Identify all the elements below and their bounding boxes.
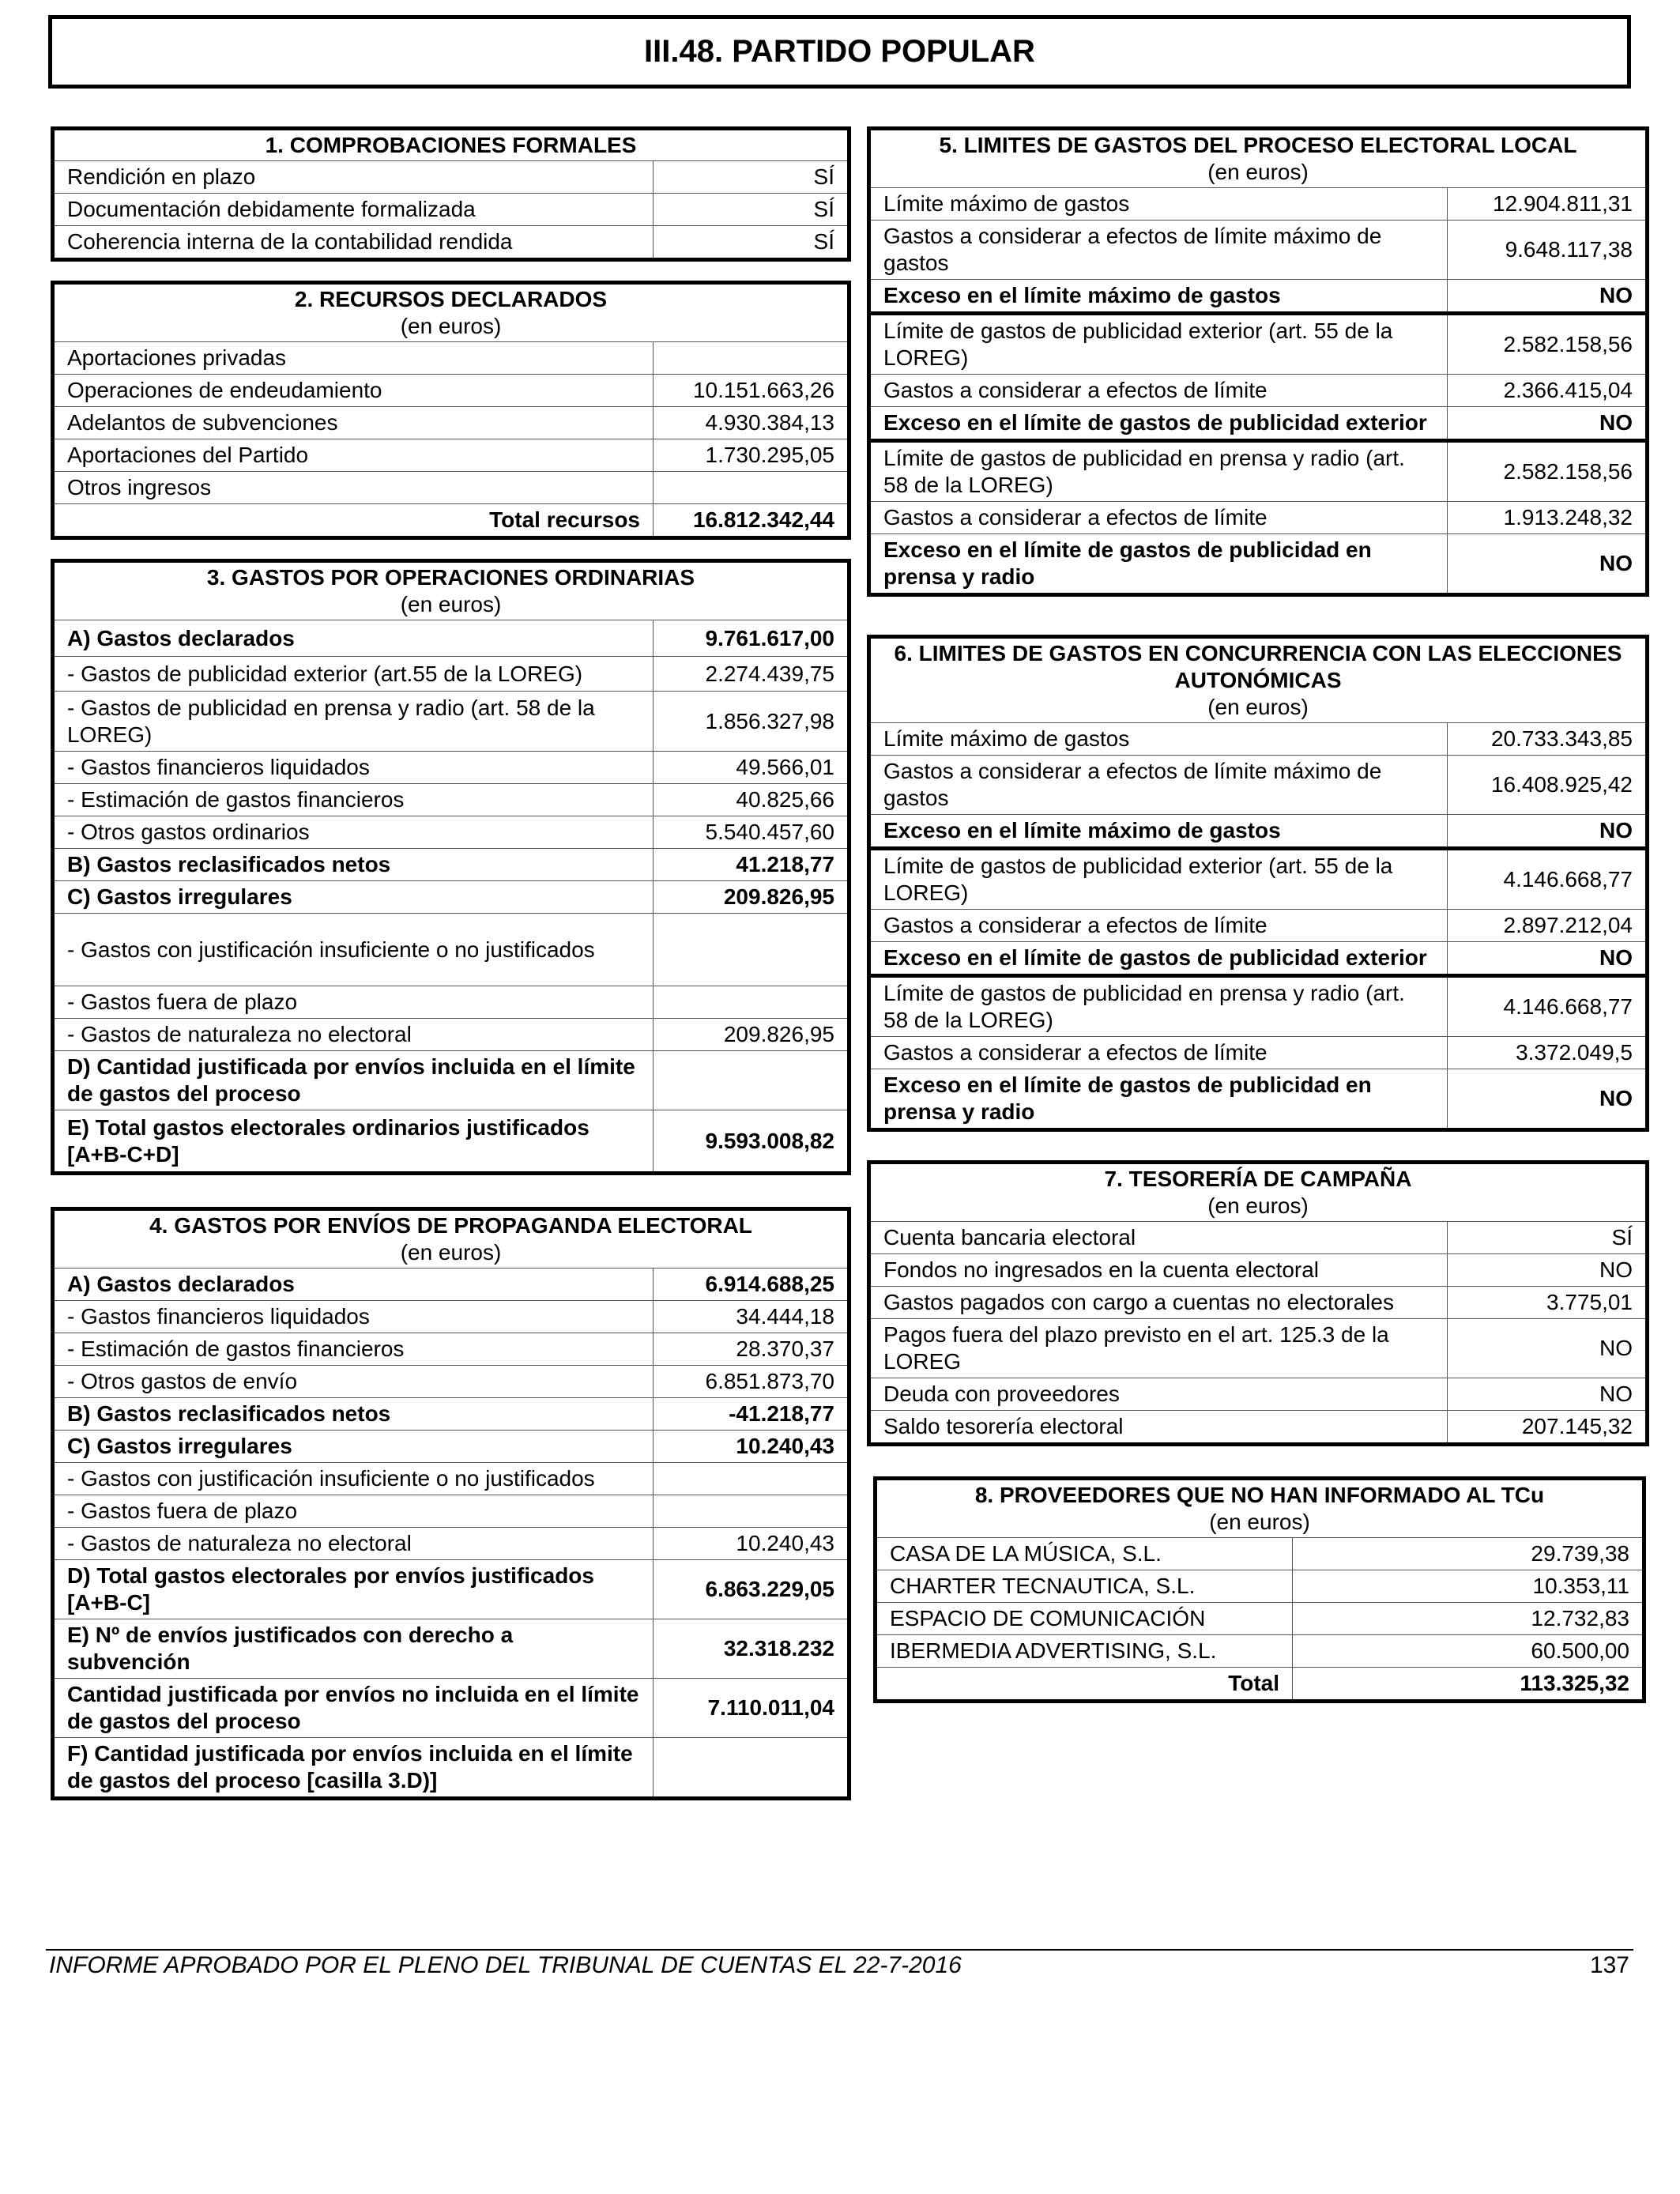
section-header bbox=[869, 1163, 1648, 1222]
section-subtitle: (en euros) bbox=[400, 314, 502, 338]
row-label: ESPACIO DE COMUNICACIÓN bbox=[876, 1603, 1293, 1635]
row-label: Exceso en el límite máximo de gastos bbox=[869, 815, 1448, 849]
declared-resources-table bbox=[51, 281, 851, 540]
row-value: 4.930.384,13 bbox=[654, 407, 849, 439]
section-title: 4. GASTOS POR ENVÍOS DE PROPAGANDA ELECTORAL bbox=[149, 1213, 752, 1238]
section-title: 5. LIMITES DE GASTOS DEL PROCESO ELECTORAL LOCAL bbox=[939, 133, 1577, 157]
row-value: 6.914.688,25 bbox=[654, 1269, 849, 1301]
row-value: 10.240,43 bbox=[654, 1431, 849, 1463]
section-title: 7. TESORERÍA DE CAMPAÑA bbox=[1104, 1167, 1412, 1191]
row-value: 34.444,18 bbox=[654, 1301, 849, 1333]
row-value: 10.151.663,26 bbox=[654, 375, 849, 407]
row-label: - Gastos de publicidad en prensa y radio (art. 58 de la LOREG) bbox=[53, 692, 654, 752]
table-row bbox=[869, 942, 1648, 976]
table-row bbox=[869, 815, 1648, 849]
table-row bbox=[53, 1431, 849, 1463]
row-value: 1.913.248,32 bbox=[1448, 502, 1648, 534]
row-value: NO bbox=[1448, 280, 1648, 314]
row-value: NO bbox=[1448, 1254, 1648, 1287]
row-label: Gastos pagados con cargo a cuentas no electorales bbox=[869, 1287, 1448, 1319]
table-row bbox=[53, 439, 849, 472]
section-title: 8. PROVEEDORES QUE NO HAN INFORMADO AL TCu bbox=[974, 1483, 1545, 1507]
row-value bbox=[654, 986, 849, 1019]
row-label: Cuenta bancaria electoral bbox=[869, 1222, 1448, 1254]
table-row bbox=[53, 1301, 849, 1333]
row-value bbox=[654, 1051, 849, 1110]
section-subtitle: (en euros) bbox=[1209, 1510, 1310, 1534]
row-label: - Gastos con justificación insuficiente o no justificados bbox=[53, 1463, 654, 1495]
row-value: 10.353,11 bbox=[1293, 1570, 1644, 1603]
table-row bbox=[869, 1411, 1648, 1445]
table-row bbox=[869, 280, 1648, 314]
table-row bbox=[869, 534, 1648, 595]
table-row bbox=[869, 976, 1648, 1037]
table-row bbox=[869, 723, 1648, 756]
row-label: - Gastos de naturaleza no electoral bbox=[53, 1528, 654, 1560]
table-row bbox=[53, 1528, 849, 1560]
table-row bbox=[869, 1287, 1648, 1319]
row-value: 12.904.811,31 bbox=[1448, 188, 1648, 221]
row-value: 2.582.158,56 bbox=[1448, 441, 1648, 502]
left-column bbox=[51, 126, 851, 1800]
row-label: CHARTER TECNAUTICA, S.L. bbox=[876, 1570, 1293, 1603]
row-value: NO bbox=[1448, 1319, 1648, 1378]
row-label: A) Gastos declarados bbox=[53, 1269, 654, 1301]
row-label: Exceso en el límite máximo de gastos bbox=[869, 280, 1448, 314]
row-label: Límite de gastos de publicidad en prensa y radio (art. 58 de la LOREG) bbox=[869, 441, 1448, 502]
row-value: 4.146.668,77 bbox=[1448, 849, 1648, 910]
table-row bbox=[53, 1398, 849, 1431]
table-row bbox=[876, 1538, 1644, 1570]
row-value: 60.500,00 bbox=[1293, 1635, 1644, 1668]
table-row bbox=[53, 375, 849, 407]
row-label: Cantidad justificada por envíos no incluida en el límite de gastos del proceso bbox=[53, 1679, 654, 1738]
total-row bbox=[53, 504, 849, 538]
row-label: Rendición en plazo bbox=[53, 161, 654, 194]
section-title: 2. RECURSOS DECLARADOS bbox=[294, 287, 608, 311]
row-label: Aportaciones del Partido bbox=[53, 439, 654, 472]
row-label: Límite de gastos de publicidad exterior (art. 55 de la LOREG) bbox=[869, 849, 1448, 910]
total-row bbox=[876, 1668, 1644, 1702]
row-label: - Gastos de publicidad exterior (art.55 de la LOREG) bbox=[53, 657, 654, 692]
section-header bbox=[869, 637, 1648, 723]
row-value: 209.826,95 bbox=[654, 881, 849, 914]
table-row bbox=[869, 1319, 1648, 1378]
table-row bbox=[53, 1738, 849, 1799]
row-label: Saldo tesorería electoral bbox=[869, 1411, 1448, 1445]
table-row bbox=[869, 1254, 1648, 1287]
concurrent-election-limits-table bbox=[867, 635, 1649, 1132]
row-label: Documentación debidamente formalizada bbox=[53, 194, 654, 226]
row-label: Límite máximo de gastos bbox=[869, 723, 1448, 756]
row-label: Límite máximo de gastos bbox=[869, 188, 1448, 221]
row-label: C) Gastos irregulares bbox=[53, 881, 654, 914]
table-row bbox=[869, 1037, 1648, 1069]
row-value: NO bbox=[1448, 407, 1648, 441]
row-label: Pagos fuera del plazo previsto en el art. 125.3 de la LOREG bbox=[869, 1319, 1448, 1378]
table-row bbox=[53, 914, 849, 986]
row-label: - Gastos con justificación insuficiente o no justificados bbox=[53, 914, 654, 986]
table-row bbox=[869, 502, 1648, 534]
total-label: Total bbox=[876, 1668, 1293, 1702]
row-value: 7.110.011,04 bbox=[654, 1679, 849, 1738]
row-label: E) Nº de envíos justificados con derecho a subvención bbox=[53, 1619, 654, 1679]
row-label: - Otros gastos de envío bbox=[53, 1366, 654, 1398]
table-row bbox=[869, 221, 1648, 280]
row-label: Exceso en el límite de gastos de publicidad exterior bbox=[869, 407, 1448, 441]
page-number: 137 bbox=[1589, 1952, 1629, 1978]
propaganda-mailing-expenses-table bbox=[51, 1207, 851, 1800]
total-label: Total recursos bbox=[53, 504, 654, 538]
table-row bbox=[876, 1570, 1644, 1603]
table-row bbox=[53, 194, 849, 226]
table-row bbox=[869, 1222, 1648, 1254]
section-title: 6. LIMITES DE GASTOS EN CONCURRENCIA CON LAS ELECCIONES AUTONÓMICAS bbox=[894, 641, 1622, 692]
section-title: 3. GASTOS POR OPERACIONES ORDINARIAS bbox=[206, 565, 695, 590]
row-value: 1.730.295,05 bbox=[654, 439, 849, 472]
row-value bbox=[654, 1738, 849, 1799]
section-header bbox=[53, 1209, 849, 1269]
formal-checks-table bbox=[51, 126, 851, 262]
row-value: 5.540.457,60 bbox=[654, 816, 849, 849]
row-value: SÍ bbox=[654, 226, 849, 260]
row-value: 28.370,37 bbox=[654, 1333, 849, 1366]
row-value bbox=[654, 914, 849, 986]
section-title: 1. COMPROBACIONES FORMALES bbox=[265, 133, 637, 157]
row-value bbox=[654, 472, 849, 504]
table-row bbox=[53, 226, 849, 260]
table-row bbox=[869, 910, 1648, 942]
row-value: 3.775,01 bbox=[1448, 1287, 1648, 1319]
row-value: SÍ bbox=[654, 161, 849, 194]
row-label: IBERMEDIA ADVERTISING, S.L. bbox=[876, 1635, 1293, 1668]
table-row bbox=[869, 849, 1648, 910]
row-value bbox=[654, 1495, 849, 1528]
row-value: NO bbox=[1448, 815, 1648, 849]
row-value bbox=[654, 342, 849, 375]
table-row bbox=[876, 1635, 1644, 1668]
row-value: 6.851.873,70 bbox=[654, 1366, 849, 1398]
row-label: CASA DE LA MÚSICA, S.L. bbox=[876, 1538, 1293, 1570]
row-label: Aportaciones privadas bbox=[53, 342, 654, 375]
row-value: 9.648.117,38 bbox=[1448, 221, 1648, 280]
row-label: Exceso en el límite de gastos de publicidad exterior bbox=[869, 942, 1448, 976]
table-row bbox=[53, 881, 849, 914]
section-header bbox=[53, 129, 849, 161]
row-value: 207.145,32 bbox=[1448, 1411, 1648, 1445]
row-value: 40.825,66 bbox=[654, 784, 849, 816]
table-row bbox=[53, 342, 849, 375]
table-row bbox=[53, 1051, 849, 1110]
row-label: D) Cantidad justificada por envíos incluida en el límite de gastos del proceso bbox=[53, 1051, 654, 1110]
row-label: - Gastos financieros liquidados bbox=[53, 752, 654, 784]
table-row bbox=[869, 314, 1648, 375]
table-row bbox=[53, 1333, 849, 1366]
row-value: -41.218,77 bbox=[654, 1398, 849, 1431]
table-row bbox=[869, 441, 1648, 502]
table-row bbox=[53, 816, 849, 849]
row-label: Límite de gastos de publicidad exterior (art. 55 de la LOREG) bbox=[869, 314, 1448, 375]
row-label: - Gastos fuera de plazo bbox=[53, 986, 654, 1019]
row-value: 10.240,43 bbox=[654, 1528, 849, 1560]
table-row bbox=[53, 784, 849, 816]
row-label: - Gastos fuera de plazo bbox=[53, 1495, 654, 1528]
table-row bbox=[53, 1366, 849, 1398]
table-row bbox=[53, 407, 849, 439]
row-value: 2.582.158,56 bbox=[1448, 314, 1648, 375]
section-subtitle: (en euros) bbox=[400, 592, 502, 616]
row-label: Gastos a considerar a efectos de límite máximo de gastos bbox=[869, 221, 1448, 280]
footer-divider bbox=[46, 1949, 1633, 1951]
table-row bbox=[869, 1378, 1648, 1411]
row-value: 12.732,83 bbox=[1293, 1603, 1644, 1635]
row-value: NO bbox=[1448, 534, 1648, 595]
section-header bbox=[53, 283, 849, 342]
page-title: III.48. PARTIDO POPULAR bbox=[48, 15, 1631, 89]
row-label: Gastos a considerar a efectos de límite bbox=[869, 375, 1448, 407]
total-value: 16.812.342,44 bbox=[654, 504, 849, 538]
table-row bbox=[53, 1495, 849, 1528]
row-label: A) Gastos declarados bbox=[53, 620, 654, 657]
table-row bbox=[53, 161, 849, 194]
row-value: 20.733.343,85 bbox=[1448, 723, 1648, 756]
row-value: 29.739,38 bbox=[1293, 1538, 1644, 1570]
row-label: Gastos a considerar a efectos de límite máximo de gastos bbox=[869, 756, 1448, 815]
row-value: 9.593.008,82 bbox=[654, 1110, 849, 1174]
row-label: Exceso en el límite de gastos de publicidad en prensa y radio bbox=[869, 1069, 1448, 1130]
row-value: 3.372.049,5 bbox=[1448, 1037, 1648, 1069]
row-value: 2.897.212,04 bbox=[1448, 910, 1648, 942]
table-row bbox=[53, 692, 849, 752]
row-label: Coherencia interna de la contabilidad rendida bbox=[53, 226, 654, 260]
table-row bbox=[53, 752, 849, 784]
local-election-limits-table bbox=[867, 126, 1649, 597]
row-label: B) Gastos reclasificados netos bbox=[53, 849, 654, 881]
table-row bbox=[876, 1603, 1644, 1635]
row-value: 4.146.668,77 bbox=[1448, 976, 1648, 1037]
unreported-suppliers-table bbox=[873, 1476, 1646, 1703]
table-row bbox=[869, 188, 1648, 221]
row-label: Otros ingresos bbox=[53, 472, 654, 504]
section-subtitle: (en euros) bbox=[400, 1240, 502, 1265]
section-subtitle: (en euros) bbox=[1207, 160, 1309, 184]
row-label: Límite de gastos de publicidad en prensa y radio (art. 58 de la LOREG) bbox=[869, 976, 1448, 1037]
right-column bbox=[867, 126, 1649, 1703]
row-value: 2.274.439,75 bbox=[654, 657, 849, 692]
section-header bbox=[869, 129, 1648, 188]
table-row bbox=[869, 407, 1648, 441]
row-value: NO bbox=[1448, 1378, 1648, 1411]
row-value: 2.366.415,04 bbox=[1448, 375, 1648, 407]
table-row bbox=[53, 1110, 849, 1174]
table-row bbox=[53, 986, 849, 1019]
table-row bbox=[53, 1019, 849, 1051]
section-header bbox=[876, 1479, 1644, 1538]
row-label: Gastos a considerar a efectos de límite bbox=[869, 502, 1448, 534]
row-label: F) Cantidad justificada por envíos incluida en el límite de gastos del proceso [casilla 3.D)] bbox=[53, 1738, 654, 1799]
table-row bbox=[869, 375, 1648, 407]
row-value: SÍ bbox=[654, 194, 849, 226]
row-label: - Otros gastos ordinarios bbox=[53, 816, 654, 849]
section-subtitle: (en euros) bbox=[1207, 1193, 1309, 1218]
row-value: 9.761.617,00 bbox=[654, 620, 849, 657]
campaign-treasury-table bbox=[867, 1160, 1649, 1446]
table-row bbox=[53, 1679, 849, 1738]
section-header bbox=[53, 561, 849, 620]
row-value: NO bbox=[1448, 942, 1648, 976]
row-value: SÍ bbox=[1448, 1222, 1648, 1254]
row-value: 32.318.232 bbox=[654, 1619, 849, 1679]
table-row bbox=[53, 1619, 849, 1679]
row-value: 6.863.229,05 bbox=[654, 1560, 849, 1619]
row-label: - Gastos financieros liquidados bbox=[53, 1301, 654, 1333]
table-row bbox=[53, 620, 849, 657]
section-subtitle: (en euros) bbox=[1207, 695, 1309, 719]
row-label: D) Total gastos electorales por envíos justificados [A+B-C] bbox=[53, 1560, 654, 1619]
footer-text: INFORME APROBADO POR EL PLENO DEL TRIBUNAL DE CUENTAS EL 22-7-2016 bbox=[49, 1952, 962, 1978]
table-row bbox=[869, 756, 1648, 815]
table-row bbox=[53, 472, 849, 504]
row-value: 49.566,01 bbox=[654, 752, 849, 784]
row-value: NO bbox=[1448, 1069, 1648, 1130]
ordinary-expenses-table bbox=[51, 559, 851, 1175]
table-row bbox=[53, 1463, 849, 1495]
row-label: Exceso en el límite de gastos de publicidad en prensa y radio bbox=[869, 534, 1448, 595]
row-label: - Estimación de gastos financieros bbox=[53, 784, 654, 816]
row-value bbox=[654, 1463, 849, 1495]
row-label: Gastos a considerar a efectos de límite bbox=[869, 910, 1448, 942]
row-label: Operaciones de endeudamiento bbox=[53, 375, 654, 407]
row-label: B) Gastos reclasificados netos bbox=[53, 1398, 654, 1431]
row-value: 209.826,95 bbox=[654, 1019, 849, 1051]
table-row bbox=[53, 1560, 849, 1619]
table-row bbox=[53, 1269, 849, 1301]
row-value: 16.408.925,42 bbox=[1448, 756, 1648, 815]
row-value: 41.218,77 bbox=[654, 849, 849, 881]
row-label: Deuda con proveedores bbox=[869, 1378, 1448, 1411]
row-label: Gastos a considerar a efectos de límite bbox=[869, 1037, 1448, 1069]
row-label: E) Total gastos electorales ordinarios justificados [A+B-C+D] bbox=[53, 1110, 654, 1174]
row-label: - Gastos de naturaleza no electoral bbox=[53, 1019, 654, 1051]
table-row bbox=[53, 849, 849, 881]
row-label: - Estimación de gastos financieros bbox=[53, 1333, 654, 1366]
table-row bbox=[869, 1069, 1648, 1130]
row-label: C) Gastos irregulares bbox=[53, 1431, 654, 1463]
total-value: 113.325,32 bbox=[1293, 1668, 1644, 1702]
table-row bbox=[53, 657, 849, 692]
row-label: Adelantos de subvenciones bbox=[53, 407, 654, 439]
row-value: 1.856.327,98 bbox=[654, 692, 849, 752]
row-label: Fondos no ingresados en la cuenta electoral bbox=[869, 1254, 1448, 1287]
